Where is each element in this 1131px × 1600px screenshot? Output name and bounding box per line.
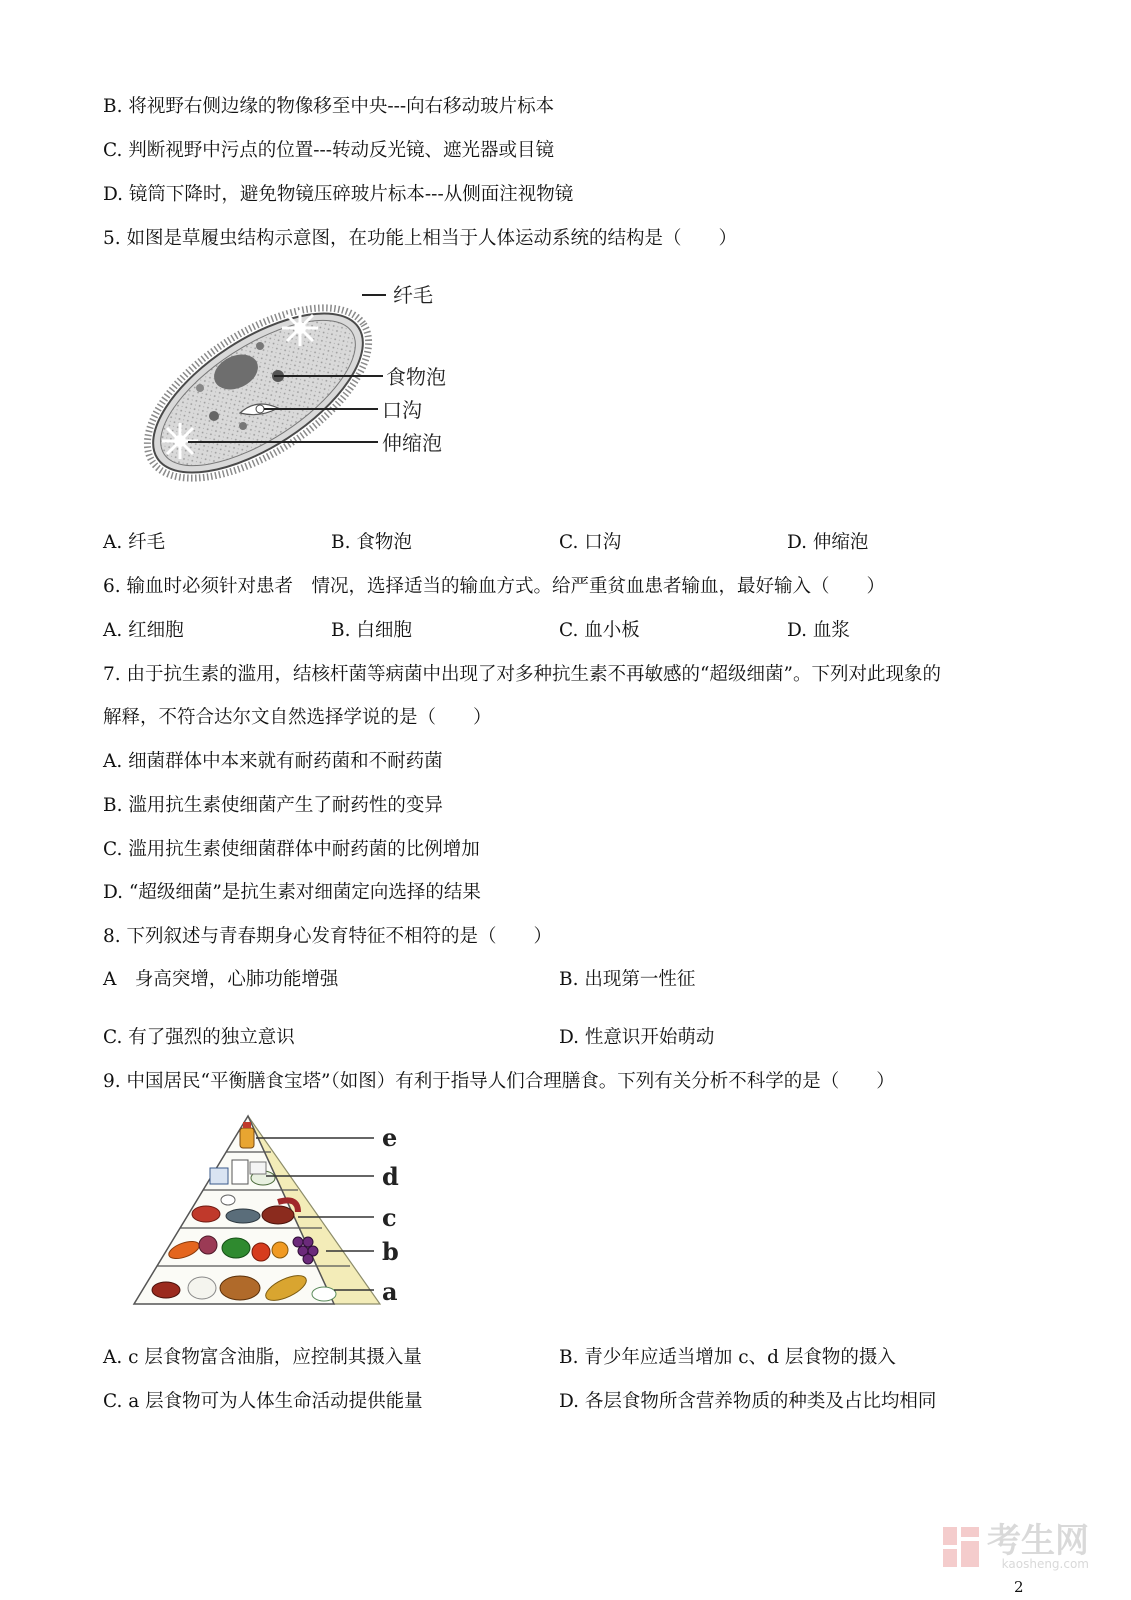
q8-option-a: A 身高突增，心肺功能增强 [103, 969, 339, 990]
q4-option-d: D. 镜筒下降时，避免物镜压碎玻片标本---从侧面注视物镜 [103, 184, 574, 205]
food-pyramid-figure [128, 1112, 418, 1326]
q7-option-c: C. 滥用抗生素使细菌群体中耐药菌的比例增加 [103, 839, 480, 860]
paramecium-label-contractile-vacuole: 伸缩泡 [382, 431, 442, 455]
q9-stem: 9. 中国居民“平衡膳食宝塔”（如图）有利于指导人们合理膳食。下列有关分析不科学的是（ ） [103, 1071, 895, 1092]
pyramid-label-d: d [382, 1162, 399, 1191]
q5-option-b: B. 食物泡 [331, 532, 412, 553]
q8-option-d: D. 性意识开始萌动 [559, 1027, 715, 1048]
q7-option-a: A. 细菌群体中本来就有耐药菌和不耐药菌 [103, 751, 443, 772]
q5-stem: 5. 如图是草履虫结构示意图，在功能上相当于人体运动系统的结构是（ ） [103, 228, 738, 249]
q9-option-b: B. 青少年应适当增加 c、d 层食物的摄入 [559, 1347, 896, 1368]
q6-option-b: B. 白细胞 [331, 620, 412, 641]
paramecium-label-oral-groove: 口沟 [382, 398, 422, 422]
pyramid-label-e: e [382, 1123, 398, 1152]
watermark-logo-icon [941, 1525, 981, 1569]
pyramid-label-c: c [382, 1203, 397, 1232]
q9-option-d: D. 各层食物所含营养物质的种类及占比均相同 [559, 1391, 937, 1412]
q5-option-a: A. 纤毛 [103, 532, 166, 553]
page-number: 2 [1014, 1578, 1024, 1596]
watermark-name: 考生网 [987, 1521, 1089, 1561]
q7-option-d: D. “超级细菌”是抗生素对细菌定向选择的结果 [103, 882, 481, 903]
watermark [941, 1521, 1089, 1571]
q7-stem-line1: 7. 由于抗生素的滥用，结核杆菌等病菌中出现了对多种抗生素不再敏感的“超级细菌”。下列对此现象的 [103, 664, 941, 685]
q6-option-c: C. 血小板 [559, 620, 640, 641]
q7-option-b: B. 滥用抗生素使细菌产生了耐药性的变异 [103, 795, 443, 816]
pyramid-label-a: a [382, 1277, 398, 1306]
q6-stem: 6. 输血时必须针对患者 情况，选择适当的输血方式。给严重贫血患者输血，最好输入（ ） [103, 576, 886, 597]
paramecium-label-cilia: 纤毛 [393, 283, 433, 307]
paramecium-label-food-vacuole: 食物泡 [386, 365, 446, 389]
q5-option-d: D. 伸缩泡 [787, 532, 869, 553]
q4-option-b: B. 将视野右侧边缘的物像移至中央---向右移动玻片标本 [103, 96, 555, 117]
q9-option-c: C. a 层食物可为人体生命活动提供能量 [103, 1391, 423, 1412]
q6-option-d: D. 血浆 [787, 620, 850, 641]
q8-option-b: B. 出现第一性征 [559, 969, 696, 990]
pyramid-label-b: b [382, 1237, 399, 1266]
q6-option-a: A. 红细胞 [103, 620, 184, 641]
q9-option-a: A. c 层食物富含油脂，应控制其摄入量 [103, 1347, 422, 1368]
q8-option-c: C. 有了强烈的独立意识 [103, 1027, 295, 1048]
q8-stem: 8. 下列叙述与青春期身心发育特征不相符的是（ ） [103, 926, 553, 947]
paramecium-figure [128, 268, 468, 517]
q5-option-c: C. 口沟 [559, 532, 622, 553]
q4-option-c: C. 判断视野中污点的位置---转动反光镜、遮光器或目镜 [103, 140, 555, 161]
q7-stem-line2: 解释，不符合达尔文自然选择学说的是（ ） [103, 707, 492, 728]
watermark-domain: kaosheng.com [1001, 1557, 1089, 1571]
